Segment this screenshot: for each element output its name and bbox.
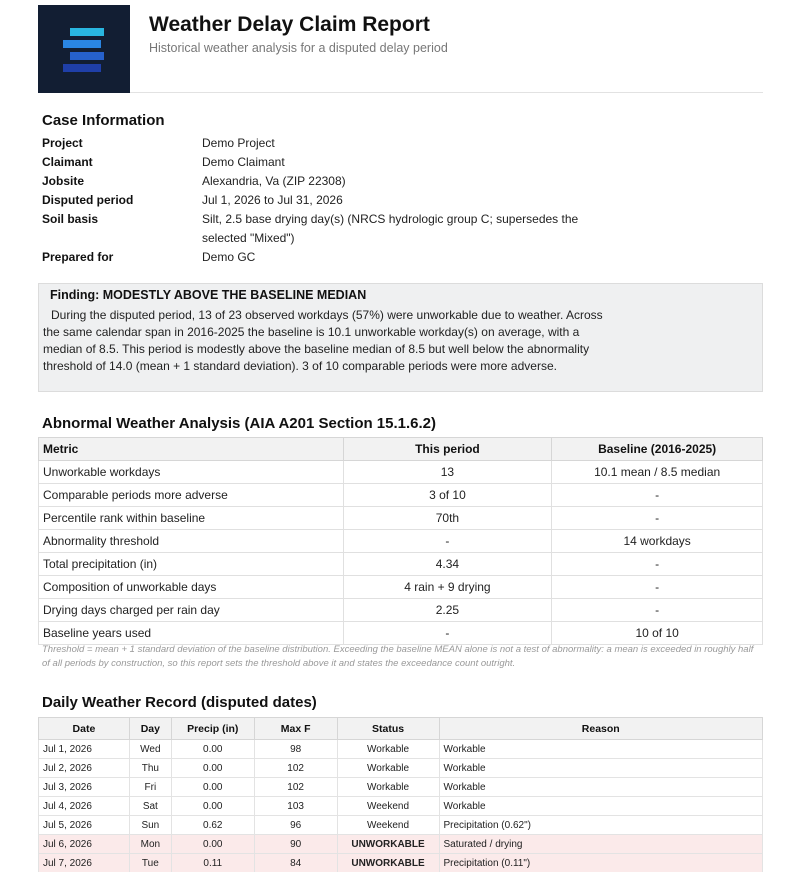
case-info-value: Silt, 2.5 base drying day(s) (NRCS hydrologic group C; supersedes the selected "Mixed") — [202, 212, 579, 245]
case-info-value: Demo GC — [202, 250, 256, 264]
table-row — [39, 576, 763, 599]
table-row — [39, 778, 763, 797]
status-cell: UNWORKABLE — [337, 854, 439, 872]
table-cell: 102 — [254, 778, 337, 797]
table-cell: Jul 4, 2026 — [39, 797, 130, 816]
column-header: Metric — [39, 438, 344, 461]
column-header: Status — [337, 718, 439, 740]
table-cell: Workable — [439, 778, 763, 797]
logo-bar — [63, 40, 101, 48]
table-cell: Sun — [129, 816, 171, 835]
column-header: Baseline (2016-2025) — [552, 438, 763, 461]
table-cell: Baseline years used — [39, 622, 344, 645]
case-info-label: Prepared for — [42, 250, 114, 264]
table-cell: - — [343, 530, 552, 553]
case-info-label: Project — [42, 136, 83, 150]
table-cell: Comparable periods more adverse — [39, 484, 344, 507]
column-header: Date — [39, 718, 130, 740]
table-row — [39, 759, 763, 778]
table-cell: - — [343, 622, 552, 645]
table-cell: 0.00 — [171, 778, 254, 797]
column-header: This period — [343, 438, 552, 461]
table-cell: 0.11 — [171, 854, 254, 872]
table-cell: 102 — [254, 759, 337, 778]
table-row — [39, 599, 763, 622]
table-row — [39, 835, 763, 854]
table-cell: Saturated / drying — [439, 835, 763, 854]
table-cell: 103 — [254, 797, 337, 816]
table-cell: Wed — [129, 740, 171, 759]
table-cell: 2.25 — [343, 599, 552, 622]
status-cell: UNWORKABLE — [337, 835, 439, 854]
report-header — [38, 5, 763, 93]
table-row — [39, 816, 763, 835]
table-cell: Jul 7, 2026 — [39, 854, 130, 872]
table-cell: Fri — [129, 778, 171, 797]
table-cell: Jul 6, 2026 — [39, 835, 130, 854]
status-cell: Weekend — [337, 816, 439, 835]
status-cell: Workable — [337, 759, 439, 778]
case-info-label: Disputed period — [42, 193, 134, 207]
report-title: Weather Delay Claim Report — [149, 13, 430, 36]
case-info-value: Demo Claimant — [202, 155, 285, 169]
aia-heading: Abnormal Weather Analysis (AIA A201 Section 15.1.6.2) — [42, 415, 437, 432]
table-cell: Precipitation (0.62") — [439, 816, 763, 835]
table-cell: 0.00 — [171, 835, 254, 854]
table-cell: Thu — [129, 759, 171, 778]
finding-text: During the disputed period, 13 of 23 observed workdays (57%) were unworkable due to weather. Across the same calendar span in 2016-2025 the baseline is 10.1 unworkable workday(s) on average, with a median of 8.5. This period is modestly above the baseline median of 8.5 but well below the abnormality threshold of 14.0 (mean + 1 standard deviation). 3 of 10 comparable periods were more adverse. — [43, 308, 603, 373]
table-row — [39, 530, 763, 553]
case-info-row — [42, 134, 602, 153]
case-info-heading: Case Information — [42, 112, 165, 129]
table-cell: Workable — [439, 759, 763, 778]
column-header: Precip (in) — [171, 718, 254, 740]
status-cell: Workable — [337, 778, 439, 797]
table-cell: Workable — [439, 740, 763, 759]
table-cell: 3 of 10 — [343, 484, 552, 507]
table-cell: 98 — [254, 740, 337, 759]
table-cell: Jul 3, 2026 — [39, 778, 130, 797]
case-info-row — [42, 172, 602, 191]
table-cell: Composition of unworkable days — [39, 576, 344, 599]
table-cell: Mon — [129, 835, 171, 854]
table-cell: 0.00 — [171, 797, 254, 816]
logo-bar — [70, 28, 104, 36]
case-info-row — [42, 153, 602, 172]
table-cell: 96 — [254, 816, 337, 835]
table-cell: Percentile rank within baseline — [39, 507, 344, 530]
table-row — [39, 553, 763, 576]
company-logo — [38, 5, 130, 93]
table-cell: 70th — [343, 507, 552, 530]
table-row — [39, 740, 763, 759]
table-cell: 10.1 mean / 8.5 median — [552, 461, 763, 484]
table-row — [39, 484, 763, 507]
case-info-table — [42, 134, 602, 267]
case-info-row — [42, 191, 602, 210]
table-cell: 4 rain + 9 drying — [343, 576, 552, 599]
table-cell: - — [552, 599, 763, 622]
table-cell: 84 — [254, 854, 337, 872]
table-row — [39, 854, 763, 872]
status-cell: Workable — [337, 740, 439, 759]
case-info-label: Jobsite — [42, 174, 85, 188]
logo-bar — [63, 64, 101, 72]
aia-table — [38, 437, 763, 645]
table-cell: 0.62 — [171, 816, 254, 835]
table-cell: Total precipitation (in) — [39, 553, 344, 576]
daily-heading: Daily Weather Record (disputed dates) — [42, 694, 317, 711]
case-info-value: Jul 1, 2026 to Jul 31, 2026 — [202, 193, 343, 207]
column-header: Reason — [439, 718, 763, 740]
case-info-value: Alexandria, Va (ZIP 22308) — [202, 174, 346, 188]
table-row — [39, 622, 763, 645]
table-cell: Drying days charged per rain day — [39, 599, 344, 622]
threshold-note: Threshold = mean + 1 standard deviation of the baseline distribution. Exceeding the baseline MEAN alone is not a test of abnormality: a mean is exceeded in roughly half of all periods by construction, so this report sets the threshold above it and states the exceedance count outright. — [42, 644, 754, 669]
table-cell: - — [552, 576, 763, 599]
report-subtitle: Historical weather analysis for a disputed delay period — [149, 41, 448, 55]
table-cell: 90 — [254, 835, 337, 854]
table-cell: Abnormality threshold — [39, 530, 344, 553]
table-row — [39, 797, 763, 816]
logo-bar — [70, 52, 104, 60]
case-info-row — [42, 210, 602, 248]
column-header: Max F — [254, 718, 337, 740]
table-cell: 0.00 — [171, 759, 254, 778]
table-cell: 13 — [343, 461, 552, 484]
finding-box — [38, 283, 763, 392]
status-cell: Weekend — [337, 797, 439, 816]
table-cell: Jul 2, 2026 — [39, 759, 130, 778]
case-info-label: Soil basis — [42, 212, 99, 226]
table-row — [39, 461, 763, 484]
table-cell: 4.34 — [343, 553, 552, 576]
table-cell: - — [552, 553, 763, 576]
daily-weather-table — [38, 717, 763, 872]
table-cell: Unworkable workdays — [39, 461, 344, 484]
table-cell: - — [552, 507, 763, 530]
table-cell: Workable — [439, 797, 763, 816]
table-cell: 10 of 10 — [552, 622, 763, 645]
case-info-value: Demo Project — [202, 136, 275, 150]
column-header: Day — [129, 718, 171, 740]
case-info-label: Claimant — [42, 155, 93, 169]
table-cell: Sat — [129, 797, 171, 816]
table-cell: 14 workdays — [552, 530, 763, 553]
table-row — [39, 507, 763, 530]
table-cell: Tue — [129, 854, 171, 872]
table-cell: Precipitation (0.11") — [439, 854, 763, 872]
table-cell: 0.00 — [171, 740, 254, 759]
case-info-row — [42, 248, 602, 267]
finding-title: Finding: MODESTLY ABOVE THE BASELINE MEDIAN — [50, 288, 367, 302]
table-cell: Jul 1, 2026 — [39, 740, 130, 759]
table-cell: - — [552, 484, 763, 507]
table-cell: Jul 5, 2026 — [39, 816, 130, 835]
